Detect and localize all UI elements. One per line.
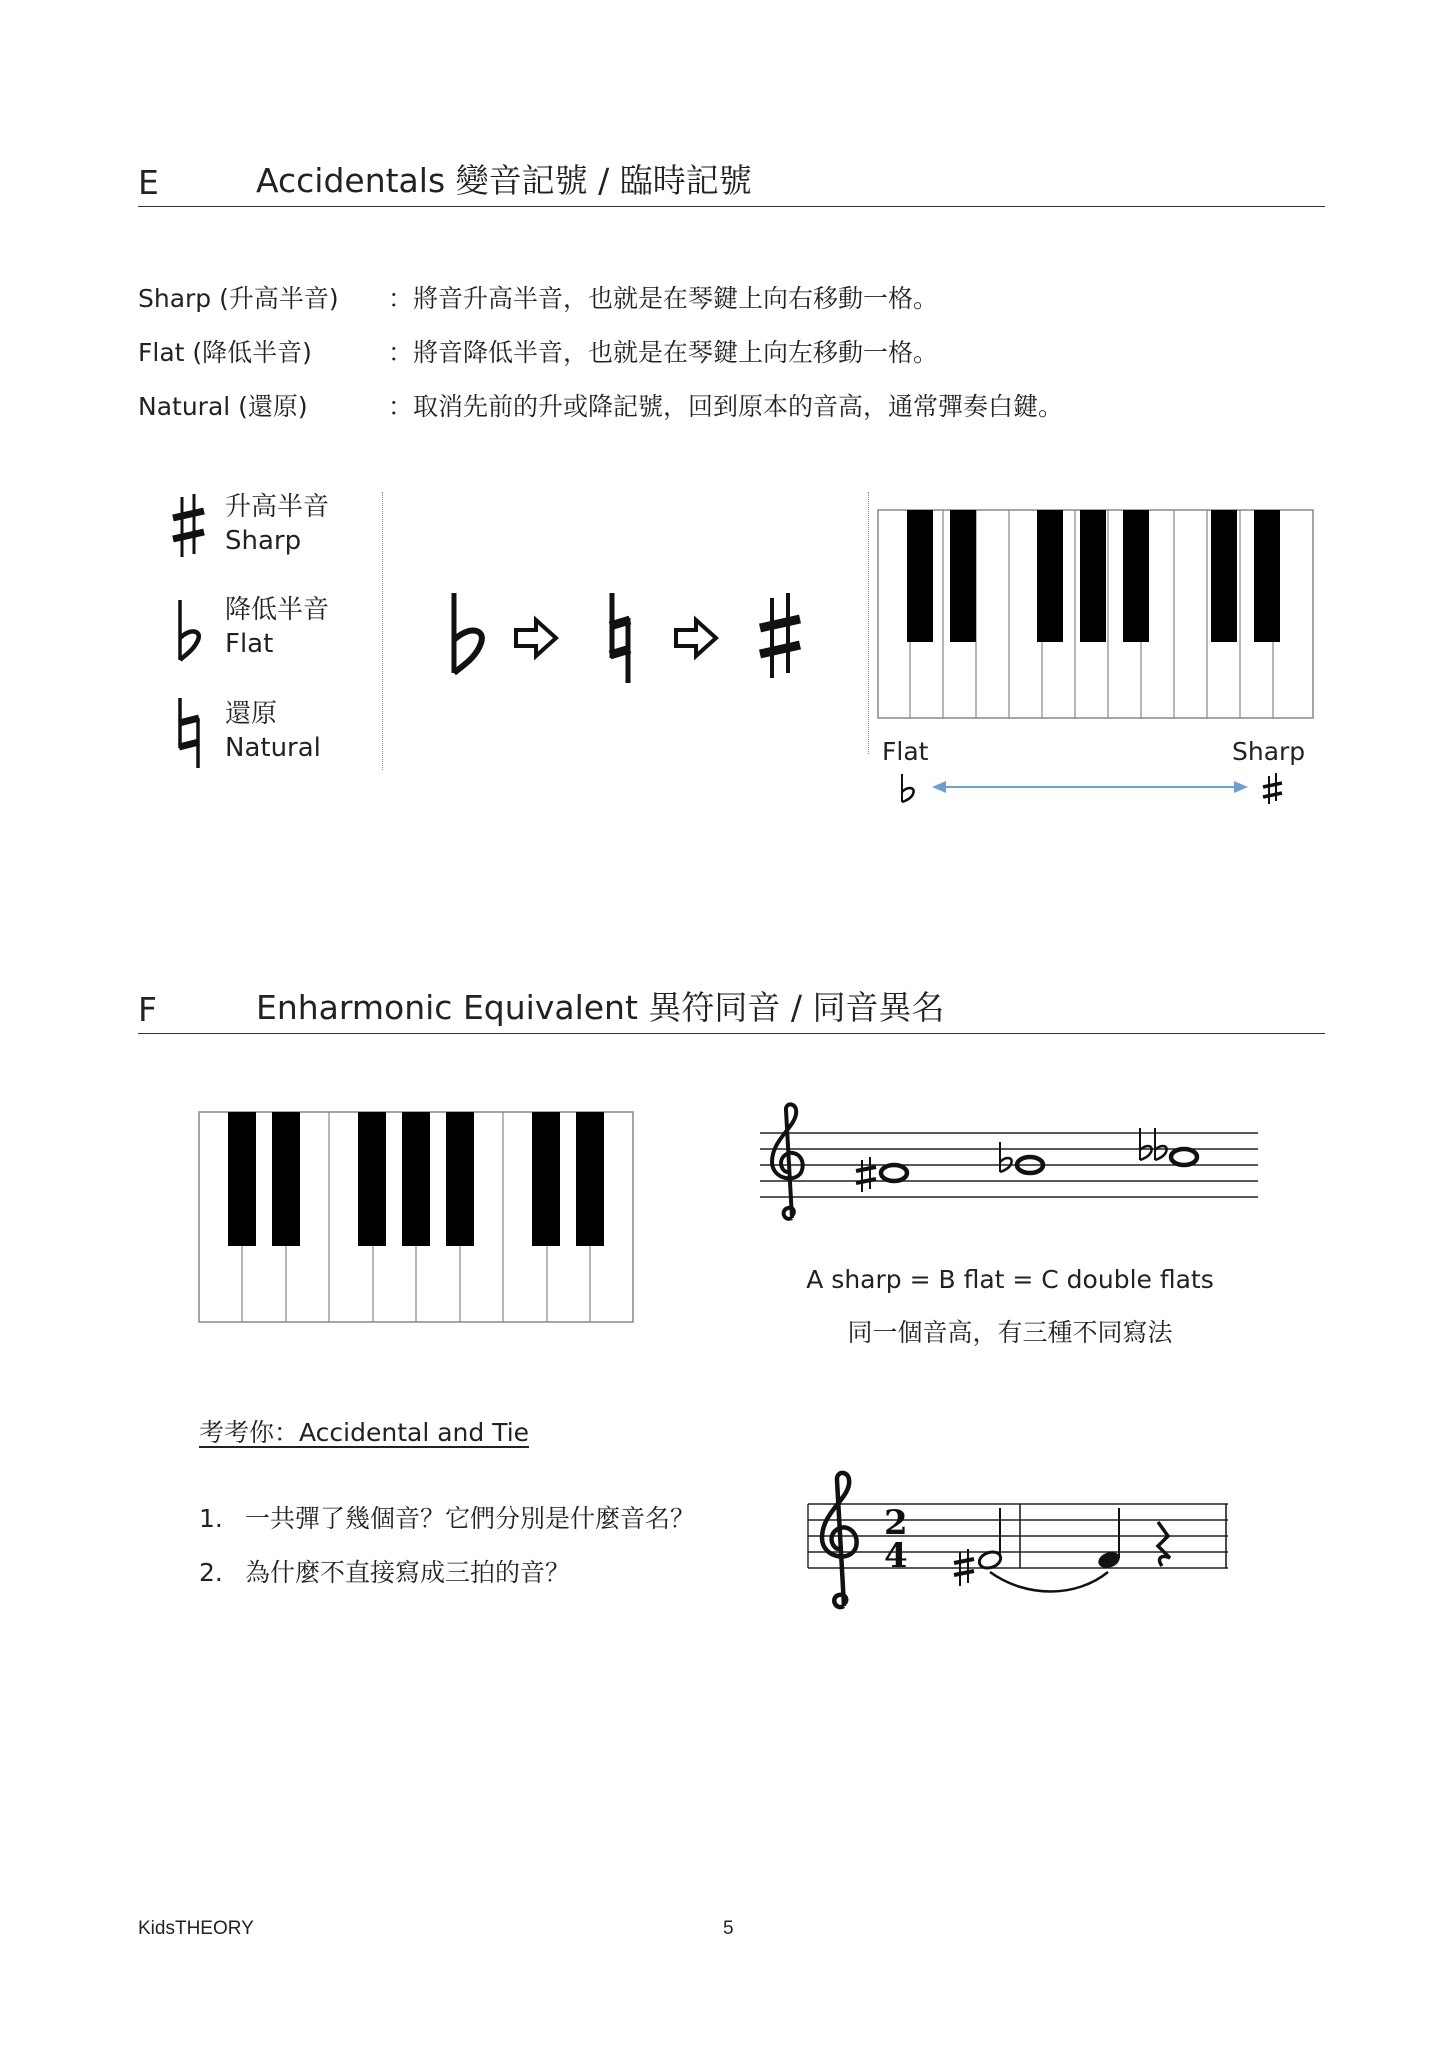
whole-note — [1171, 1149, 1197, 1165]
keyboard-label-sharp: Sharp — [1232, 737, 1306, 766]
symbol-en: Flat — [225, 629, 274, 659]
tie — [990, 1572, 1108, 1592]
whole-note — [881, 1165, 907, 1181]
flat-icon — [454, 593, 482, 673]
question-number: 2. — [199, 1558, 223, 1587]
definition-text: ：將音升高半音，也就是在琴鍵上向右移動一格。 — [388, 284, 939, 313]
flat-icon — [172, 598, 208, 664]
section-letter: E — [138, 163, 159, 202]
symbol-zh: 升高半音 — [225, 492, 330, 522]
quiz-question — [199, 1499, 695, 1535]
flat-icon — [902, 774, 914, 802]
symbol-label-flat — [225, 593, 329, 661]
section-e-heading — [138, 150, 1325, 207]
time-signature-bottom: 4 — [884, 1536, 908, 1576]
question-text: 一共彈了幾個音？它們分別是什麼音名？ — [245, 1504, 696, 1533]
definition-text: ：將音降低半音，也就是在琴鍵上向左移動一格。 — [388, 338, 939, 367]
symbol-zh: 還原 — [225, 699, 278, 729]
piano-keyboard — [877, 509, 1314, 719]
quarter-note — [1096, 1508, 1122, 1571]
treble-clef-icon — [822, 1473, 857, 1607]
quiz-question — [199, 1553, 570, 1589]
enharmonic-caption-en: A sharp = B flat = C double flats — [806, 1265, 1214, 1294]
music-staff — [758, 1100, 1260, 1225]
symbol-zh: 降低半音 — [225, 595, 330, 625]
question-number: 1. — [199, 1504, 223, 1533]
staff-lines — [808, 1504, 1228, 1568]
sharp-icon — [168, 492, 208, 562]
definition-term: Natural (還原) — [138, 392, 308, 421]
keyboard-label-flat: Flat — [882, 737, 929, 766]
sharp-icon — [1263, 773, 1282, 804]
flat-to-sharp-arrow — [896, 770, 1292, 806]
time-signature-top: 2 — [884, 1503, 908, 1543]
section-title: Accidentals 變音記號 / 臨時記號 — [256, 161, 752, 200]
section-letter: F — [138, 990, 157, 1029]
accidental-sequence — [444, 588, 824, 688]
treble-clef-icon — [772, 1104, 803, 1218]
symbol-label-natural — [225, 697, 321, 765]
enharmonic-caption-zh: 同一個音高，有三種不同寫法 — [847, 1318, 1173, 1347]
natural-icon — [610, 593, 630, 683]
page-number: 5 — [723, 1918, 734, 1939]
double-arrow-icon — [932, 781, 1248, 793]
definition-text: ：取消先前的升或降記號，回到原本的音高，通常彈奏白鍵。 — [388, 392, 1064, 421]
note-b-flat — [1000, 1142, 1043, 1173]
symbol-en: Sharp — [225, 526, 302, 556]
symbol-en: Natural — [225, 733, 321, 763]
divider — [382, 492, 383, 770]
quiz-staff — [806, 1468, 1230, 1616]
section-title: Enharmonic Equivalent 異符同音 / 同音異名 — [256, 988, 945, 1027]
arrow-right-icon — [676, 620, 716, 656]
quiz-title: 考考你：Accidental and Tie — [199, 1418, 530, 1447]
section-f-heading — [138, 977, 1325, 1034]
note-a-sharp — [856, 1157, 907, 1192]
footer-brand: KidsTHEORY — [138, 1918, 254, 1939]
piano-keyboard — [198, 1111, 634, 1323]
flat-icon — [1000, 1142, 1012, 1172]
definition-term: Sharp (升高半音) — [138, 284, 339, 313]
natural-icon — [172, 696, 208, 770]
question-text: 為什麼不直接寫成三拍的音？ — [245, 1558, 571, 1587]
definition-term: Flat (降低半音) — [138, 338, 312, 367]
half-note — [977, 1508, 1003, 1571]
quarter-rest-icon — [1158, 1522, 1170, 1566]
sharp-icon — [856, 1157, 876, 1192]
symbol-label-sharp — [225, 490, 329, 558]
definition-flat — [138, 333, 938, 369]
divider — [868, 492, 869, 754]
sharp-icon — [760, 593, 800, 678]
arrow-right-icon — [516, 620, 556, 656]
definition-sharp — [138, 279, 938, 315]
definition-natural — [138, 387, 1063, 423]
